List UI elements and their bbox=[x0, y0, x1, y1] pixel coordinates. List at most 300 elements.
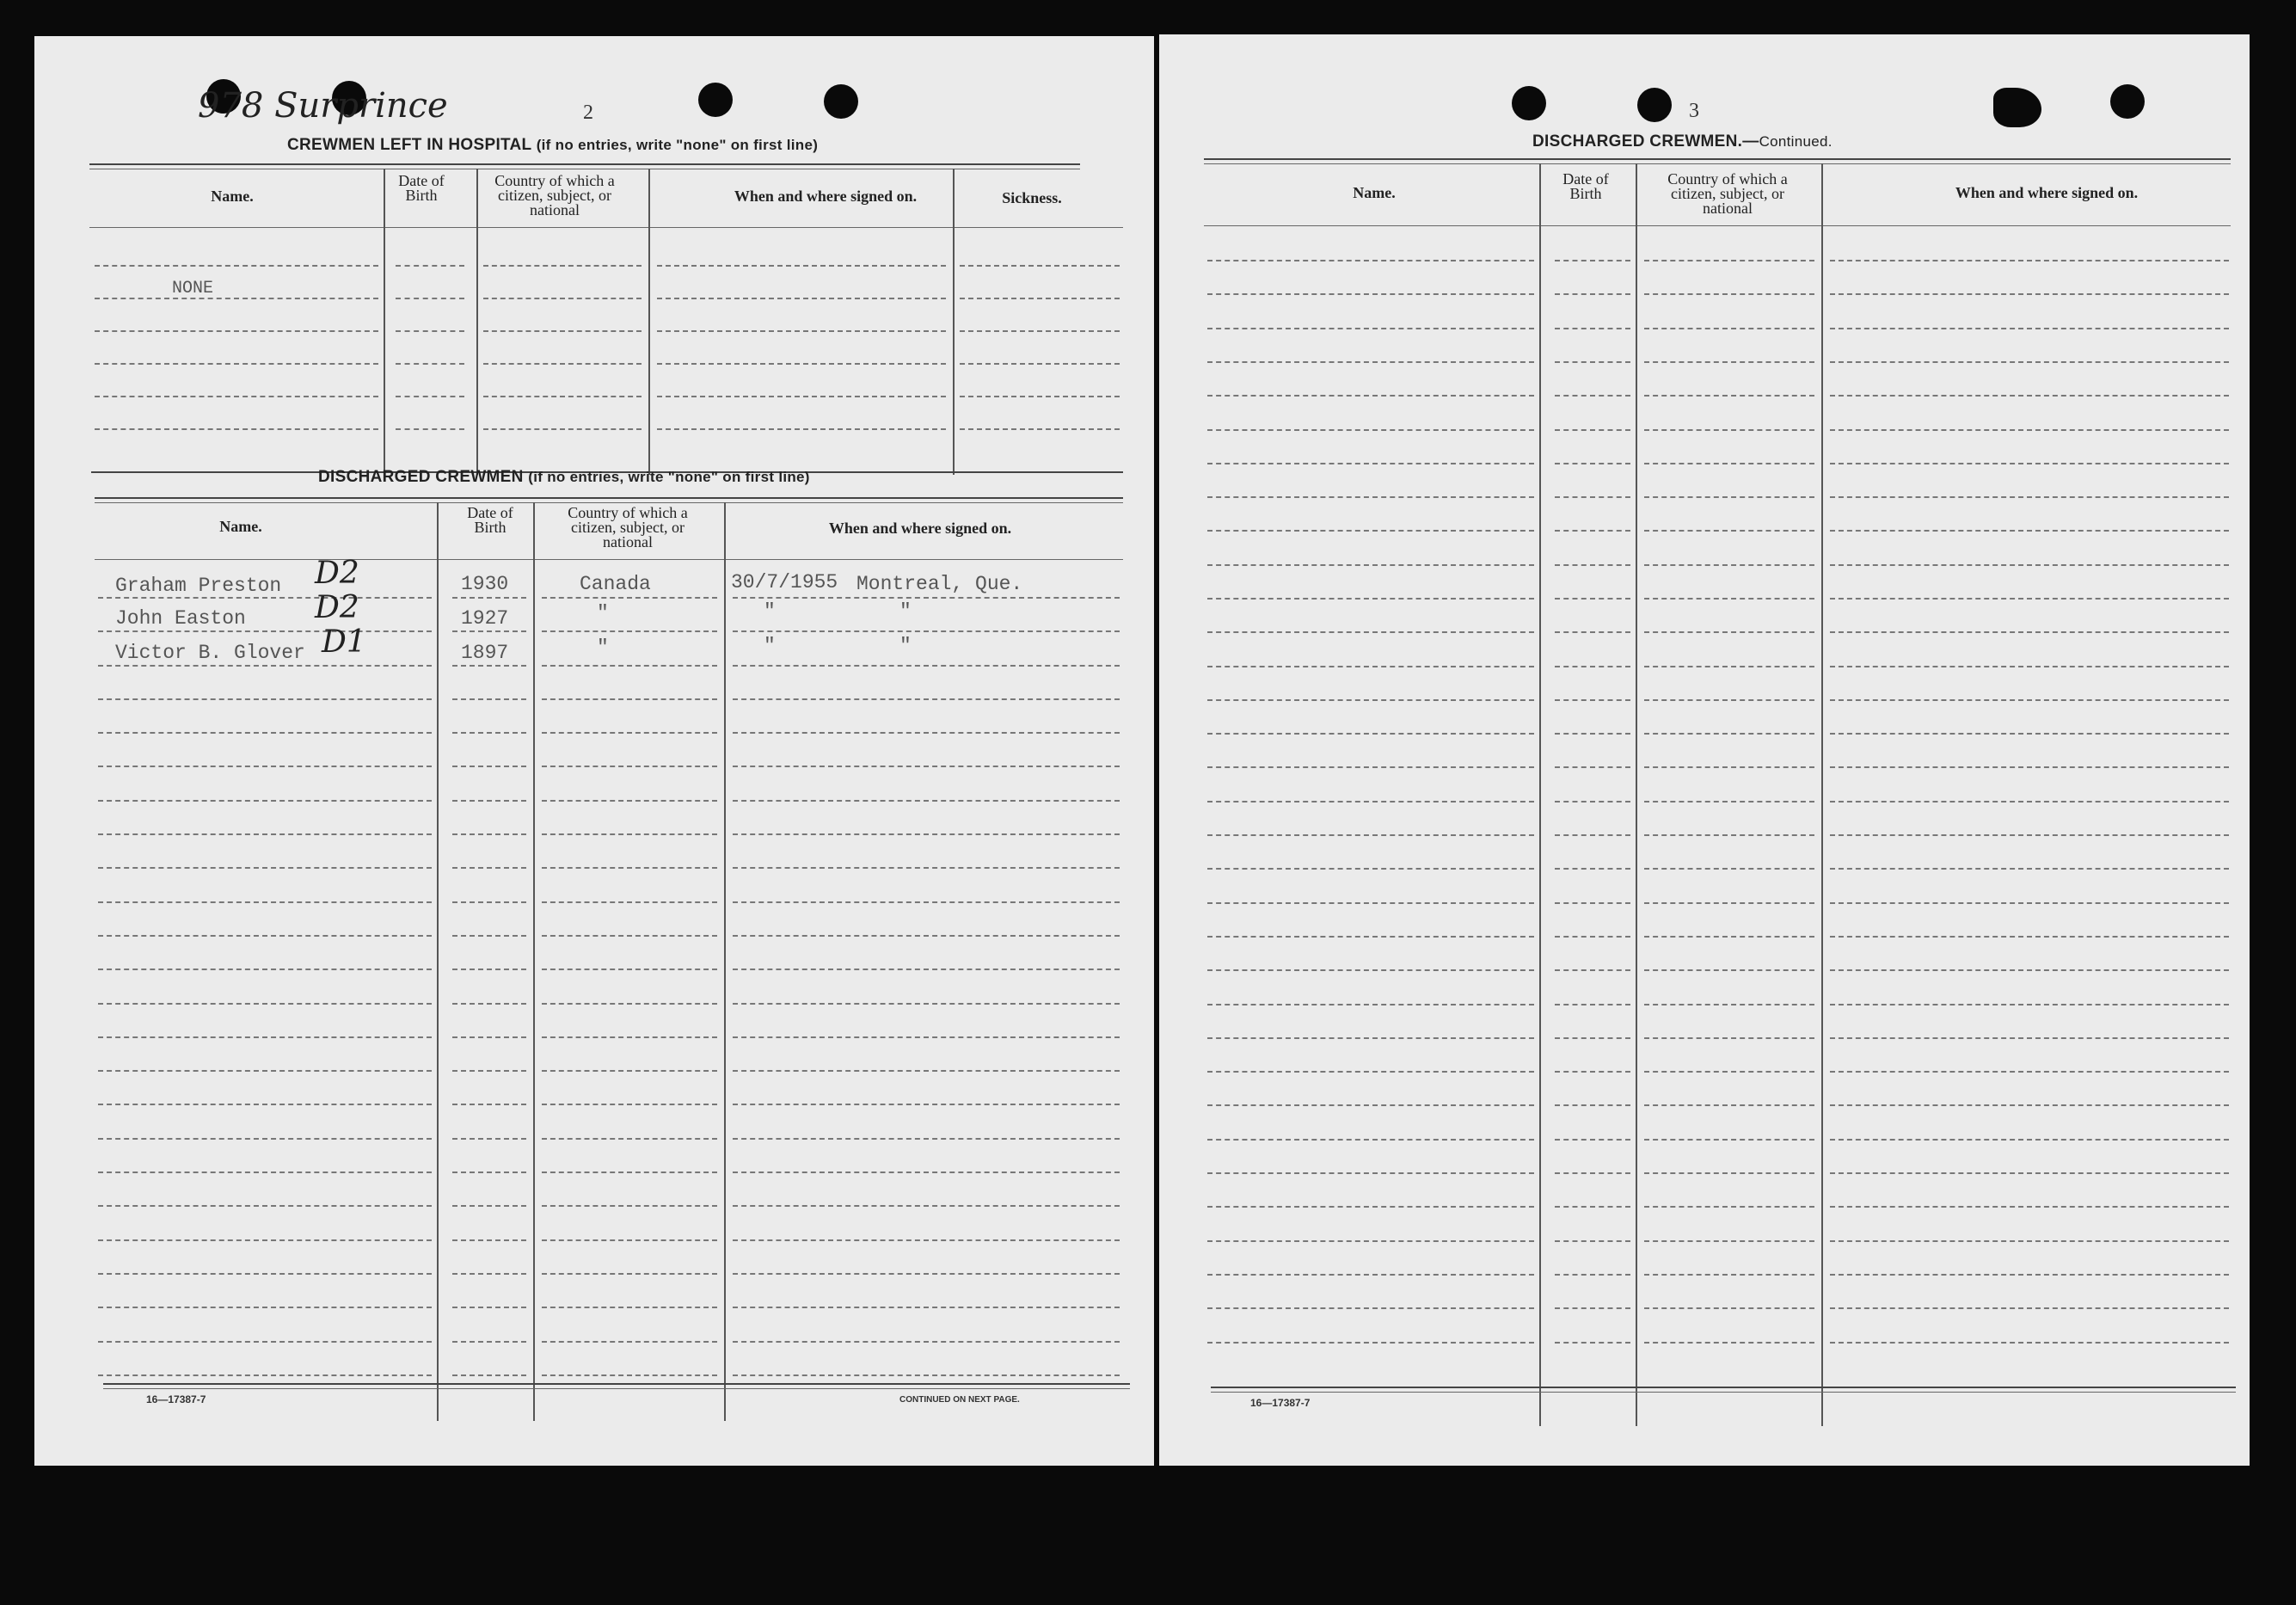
ruling-line bbox=[1207, 936, 1534, 938]
ruling-line bbox=[1830, 293, 2229, 295]
col-header-sickness: Sickness. bbox=[1002, 189, 1062, 206]
ruling-line bbox=[733, 901, 1120, 903]
ruling-line bbox=[1830, 1104, 2229, 1106]
ruling-line bbox=[733, 1273, 1120, 1275]
ruling-line bbox=[1555, 429, 1630, 431]
ruling-line bbox=[1555, 699, 1630, 701]
right-page bbox=[1159, 34, 2250, 1466]
ruling-line bbox=[98, 833, 432, 835]
ruling-line bbox=[1207, 361, 1534, 363]
ruling-line bbox=[960, 330, 1120, 332]
ruling-line bbox=[542, 1307, 717, 1308]
ruling-line bbox=[452, 597, 526, 599]
col-header-name: Name. bbox=[211, 188, 254, 205]
ruling-line bbox=[1207, 1274, 1534, 1276]
ruling-line bbox=[1644, 361, 1814, 363]
ruling-line bbox=[1207, 1307, 1534, 1309]
ruling-line bbox=[733, 1205, 1120, 1207]
ruling-line bbox=[733, 1171, 1120, 1173]
ruling-line bbox=[733, 935, 1120, 937]
ruling-line bbox=[98, 1239, 432, 1241]
ruling-line bbox=[733, 766, 1120, 767]
ruling-line bbox=[452, 1070, 526, 1072]
ruling-line bbox=[733, 1036, 1120, 1038]
ruling-line bbox=[1555, 260, 1630, 261]
ruling-line bbox=[1207, 1172, 1534, 1174]
ruling-line bbox=[452, 698, 526, 700]
ruling-line bbox=[1644, 463, 1814, 464]
left-page bbox=[34, 36, 1154, 1466]
ruling-line bbox=[483, 265, 642, 267]
ruling-line bbox=[1644, 801, 1814, 802]
ruling-line bbox=[733, 1070, 1120, 1072]
hospital-entry: NONE bbox=[172, 279, 214, 298]
ruling-line bbox=[1555, 328, 1630, 329]
ruling-line bbox=[542, 732, 717, 734]
ruling-line bbox=[98, 698, 432, 700]
ruling-line bbox=[1830, 598, 2229, 600]
ruling-line bbox=[452, 1239, 526, 1241]
ruling-line bbox=[1830, 1139, 2229, 1141]
col-header-country: Country of which a citizen, subject, or national bbox=[1667, 170, 1788, 217]
ruling-line bbox=[98, 732, 432, 734]
ruling-line bbox=[98, 935, 432, 937]
ruling-line bbox=[98, 969, 432, 970]
ruling-line bbox=[1555, 1071, 1630, 1073]
col-header-signed: When and where signed on. bbox=[1955, 184, 2139, 201]
ruling-line bbox=[95, 396, 378, 397]
ruling-line bbox=[542, 867, 717, 869]
col-header-country: Country of which a citizen, subject, or national bbox=[568, 504, 688, 550]
ruling-line bbox=[542, 800, 717, 802]
ruling-line bbox=[1207, 463, 1534, 464]
ruling-line bbox=[1555, 1342, 1630, 1344]
ruling-line bbox=[1830, 868, 2229, 870]
ruling-line bbox=[1207, 631, 1534, 633]
ruling-line bbox=[98, 597, 432, 599]
hospital-section-title: CREWMEN LEFT IN HOSPITAL (if no entries, write "none" on first line) bbox=[287, 136, 819, 154]
ruling-line bbox=[733, 1307, 1120, 1308]
rule bbox=[103, 1383, 1130, 1385]
rule bbox=[89, 163, 1080, 165]
ruling-line bbox=[1207, 328, 1534, 329]
rule bbox=[1211, 1387, 2236, 1388]
ruling-line bbox=[98, 1138, 432, 1140]
ruling-line bbox=[1207, 260, 1534, 261]
ruling-line bbox=[1830, 429, 2229, 431]
ruling-line bbox=[1644, 598, 1814, 600]
ruling-line bbox=[452, 901, 526, 903]
ruling-line bbox=[452, 1171, 526, 1173]
ruling-line bbox=[1207, 1139, 1534, 1141]
ruling-line bbox=[542, 833, 717, 835]
crew-dob: 1927 bbox=[461, 607, 509, 630]
ruling-line bbox=[98, 867, 432, 869]
ruling-line bbox=[1830, 801, 2229, 802]
ruling-line bbox=[452, 1036, 526, 1038]
ruling-line bbox=[1830, 1274, 2229, 1276]
crew-name: Victor B. Glover bbox=[115, 642, 305, 664]
col-divider bbox=[533, 502, 535, 1421]
crew-name: John Easton bbox=[115, 607, 246, 630]
ruling-line bbox=[1644, 631, 1814, 633]
ruling-line bbox=[98, 800, 432, 802]
ruling-line bbox=[733, 867, 1120, 869]
ruling-line bbox=[657, 396, 946, 397]
ruling-line bbox=[960, 298, 1120, 299]
ruling-line bbox=[1830, 463, 2229, 464]
rule bbox=[95, 497, 1123, 499]
col-divider bbox=[953, 169, 955, 475]
signed-date: " bbox=[764, 635, 776, 657]
ruling-line bbox=[657, 428, 946, 430]
ruling-line bbox=[1555, 902, 1630, 904]
ruling-line bbox=[1555, 1104, 1630, 1106]
ruling-line bbox=[452, 833, 526, 835]
ruling-line bbox=[396, 330, 464, 332]
form-number: 16—17387-7 bbox=[1250, 1397, 1311, 1409]
ruling-line bbox=[1207, 1342, 1534, 1344]
ruling-line bbox=[542, 1239, 717, 1241]
ruling-line bbox=[1207, 1240, 1534, 1242]
ruling-line bbox=[1830, 260, 2229, 261]
ruling-line bbox=[1207, 1206, 1534, 1208]
rule bbox=[1204, 163, 2231, 164]
ruling-line bbox=[1555, 666, 1630, 667]
ruling-line bbox=[396, 298, 464, 299]
ruling-line bbox=[1207, 293, 1534, 295]
col-divider bbox=[437, 502, 439, 1421]
ruling-line bbox=[1644, 1104, 1814, 1106]
ruling-line bbox=[452, 1307, 526, 1308]
col-header-dob: Date of Birth bbox=[398, 172, 445, 204]
ruling-line bbox=[1644, 496, 1814, 498]
ruling-line bbox=[98, 1341, 432, 1343]
ruling-line bbox=[1644, 429, 1814, 431]
form-number: 16—17387-7 bbox=[146, 1393, 206, 1405]
ruling-line bbox=[733, 1341, 1120, 1343]
signed-date: " bbox=[764, 600, 776, 623]
ruling-line bbox=[1207, 868, 1534, 870]
ruling-line bbox=[98, 1171, 432, 1173]
ruling-line bbox=[483, 330, 642, 332]
ruling-line bbox=[542, 901, 717, 903]
ruling-line bbox=[542, 1036, 717, 1038]
ruling-line bbox=[1644, 328, 1814, 329]
ruling-line bbox=[1555, 936, 1630, 938]
ruling-line bbox=[733, 698, 1120, 700]
continued-note: CONTINUED ON NEXT PAGE. bbox=[899, 1395, 1020, 1405]
crew-country: " bbox=[597, 636, 609, 659]
signed-date: 30/7/1955 bbox=[731, 571, 838, 593]
ruling-line bbox=[452, 969, 526, 970]
col-header-country: Country of which a citizen, subject, or national bbox=[494, 172, 615, 218]
ruling-line bbox=[542, 630, 717, 632]
rule bbox=[89, 227, 1123, 228]
ruling-line bbox=[452, 732, 526, 734]
ruling-line bbox=[542, 698, 717, 700]
ruling-line bbox=[1644, 293, 1814, 295]
col-divider bbox=[384, 169, 385, 475]
punch-hole bbox=[698, 83, 733, 117]
ruling-line bbox=[1207, 834, 1534, 836]
ruling-line bbox=[1207, 1104, 1534, 1106]
discharged-section-title: DISCHARGED CREWMEN (if no entries, write "none" on first line) bbox=[318, 468, 810, 486]
ruling-line bbox=[98, 630, 432, 632]
ruling-line bbox=[98, 1205, 432, 1207]
ruling-line bbox=[657, 265, 946, 267]
ruling-line bbox=[1555, 1037, 1630, 1039]
ruling-line bbox=[1644, 902, 1814, 904]
ruling-line bbox=[1830, 902, 2229, 904]
ruling-line bbox=[1644, 868, 1814, 870]
ruling-line bbox=[542, 665, 717, 667]
ruling-line bbox=[1207, 1037, 1534, 1039]
ruling-line bbox=[1644, 564, 1814, 566]
ruling-line bbox=[1830, 834, 2229, 836]
ruling-line bbox=[1830, 564, 2229, 566]
col-divider bbox=[724, 502, 726, 1421]
ruling-line bbox=[1644, 1004, 1814, 1005]
ruling-line bbox=[1830, 699, 2229, 701]
ruling-line bbox=[1644, 530, 1814, 532]
ruling-line bbox=[1830, 361, 2229, 363]
punch-hole bbox=[824, 84, 858, 119]
ruling-line bbox=[95, 330, 378, 332]
ruling-line bbox=[396, 428, 464, 430]
col-divider bbox=[1539, 163, 1541, 1426]
discharge-mark: D2 bbox=[315, 590, 359, 625]
col-header-dob: Date of Birth bbox=[1562, 170, 1609, 202]
ruling-line bbox=[1207, 564, 1534, 566]
ruling-line bbox=[1644, 666, 1814, 667]
ruling-line bbox=[1830, 1307, 2229, 1309]
ruling-line bbox=[1555, 1274, 1630, 1276]
ruling-line bbox=[1555, 733, 1630, 735]
ruling-line bbox=[1555, 293, 1630, 295]
handwritten-note: 978 Surprince bbox=[198, 86, 448, 126]
ruling-line bbox=[960, 396, 1120, 397]
ruling-line bbox=[452, 630, 526, 632]
ruling-line bbox=[733, 1374, 1120, 1376]
ruling-line bbox=[1830, 766, 2229, 768]
ruling-line bbox=[1830, 1004, 2229, 1005]
ruling-line bbox=[1555, 1307, 1630, 1309]
ruling-line bbox=[542, 1003, 717, 1005]
ruling-line bbox=[1555, 395, 1630, 397]
ruling-line bbox=[452, 935, 526, 937]
crew-country: " bbox=[597, 602, 609, 624]
ruling-line bbox=[1207, 598, 1534, 600]
ruling-line bbox=[98, 1003, 432, 1005]
ruling-line bbox=[733, 1138, 1120, 1140]
ruling-line bbox=[1207, 766, 1534, 768]
crew-country: Canada bbox=[580, 573, 651, 595]
ruling-line bbox=[1644, 766, 1814, 768]
ruling-line bbox=[1830, 631, 2229, 633]
ruling-line bbox=[1555, 631, 1630, 633]
ruling-line bbox=[1830, 530, 2229, 532]
ruling-line bbox=[1644, 1206, 1814, 1208]
ruling-line bbox=[95, 298, 378, 299]
ruling-line bbox=[1830, 496, 2229, 498]
ruling-line bbox=[1207, 429, 1534, 431]
ruling-line bbox=[483, 428, 642, 430]
ruling-line bbox=[452, 1205, 526, 1207]
ruling-line bbox=[657, 298, 946, 299]
ruling-line bbox=[1555, 1240, 1630, 1242]
ruling-line bbox=[1644, 969, 1814, 971]
ruling-line bbox=[542, 1104, 717, 1105]
ruling-line bbox=[452, 800, 526, 802]
ruling-line bbox=[1555, 463, 1630, 464]
rule bbox=[103, 1388, 1130, 1389]
ruling-line bbox=[98, 665, 432, 667]
ruling-line bbox=[1644, 260, 1814, 261]
ruling-line bbox=[483, 363, 642, 365]
ruling-line bbox=[98, 766, 432, 767]
crew-name: Graham Preston bbox=[115, 575, 282, 597]
rule bbox=[1211, 1392, 2236, 1393]
ruling-line bbox=[960, 428, 1120, 430]
ruling-line bbox=[542, 597, 717, 599]
punch-hole bbox=[1512, 86, 1546, 120]
punch-hole bbox=[1637, 88, 1672, 122]
col-divider bbox=[1636, 163, 1637, 1426]
discharge-mark: D2 bbox=[315, 556, 359, 591]
ruling-line bbox=[1555, 766, 1630, 768]
col-divider bbox=[648, 169, 650, 475]
ruling-line bbox=[542, 1070, 717, 1072]
ruling-line bbox=[1207, 666, 1534, 667]
ruling-line bbox=[733, 1239, 1120, 1241]
ruling-line bbox=[396, 396, 464, 397]
ruling-line bbox=[452, 1341, 526, 1343]
ruling-line bbox=[98, 1036, 432, 1038]
signed-place: " bbox=[899, 635, 912, 657]
ruling-line bbox=[1207, 699, 1534, 701]
ruling-line bbox=[657, 363, 946, 365]
ruling-line bbox=[542, 1138, 717, 1140]
ruling-line bbox=[1555, 1139, 1630, 1141]
ruling-line bbox=[1207, 733, 1534, 735]
ruling-line bbox=[1207, 1004, 1534, 1005]
ruling-line bbox=[1555, 834, 1630, 836]
ruling-line bbox=[733, 833, 1120, 835]
col-divider bbox=[476, 169, 478, 475]
ruling-line bbox=[733, 969, 1120, 970]
ruling-line bbox=[1830, 1240, 2229, 1242]
ruling-line bbox=[733, 597, 1120, 599]
ruling-line bbox=[452, 1003, 526, 1005]
ruling-line bbox=[1644, 1307, 1814, 1309]
col-header-dob: Date of Birth bbox=[467, 504, 513, 536]
ruling-line bbox=[1555, 361, 1630, 363]
page-number: 3 bbox=[1689, 100, 1699, 122]
ruling-line bbox=[452, 1273, 526, 1275]
ruling-line bbox=[1555, 1004, 1630, 1005]
ruling-line bbox=[1555, 598, 1630, 600]
rule bbox=[1204, 158, 2231, 160]
ruling-line bbox=[1207, 530, 1534, 532]
col-divider bbox=[1821, 163, 1823, 1426]
ruling-line bbox=[452, 766, 526, 767]
ruling-line bbox=[542, 1171, 717, 1173]
ruling-line bbox=[1207, 801, 1534, 802]
rule bbox=[95, 559, 1123, 560]
ruling-line bbox=[733, 630, 1120, 632]
ruling-line bbox=[98, 901, 432, 903]
ruling-line bbox=[960, 363, 1120, 365]
ruling-line bbox=[1555, 801, 1630, 802]
ruling-line bbox=[1830, 328, 2229, 329]
ruling-line bbox=[95, 428, 378, 430]
ruling-line bbox=[733, 1104, 1120, 1105]
ruling-line bbox=[1644, 834, 1814, 836]
ruling-line bbox=[1207, 902, 1534, 904]
ruling-line bbox=[1830, 1071, 2229, 1073]
signed-place: Montreal, Que. bbox=[856, 573, 1023, 595]
col-header-name: Name. bbox=[1353, 184, 1396, 201]
col-header-name: Name. bbox=[219, 518, 262, 535]
ruling-line bbox=[483, 396, 642, 397]
ruling-line bbox=[1830, 1342, 2229, 1344]
ruling-line bbox=[396, 265, 464, 267]
ruling-line bbox=[1207, 1071, 1534, 1073]
signed-place: " bbox=[899, 600, 912, 623]
ruling-line bbox=[1207, 395, 1534, 397]
ruling-line bbox=[452, 1138, 526, 1140]
ruling-line bbox=[733, 665, 1120, 667]
ruling-line bbox=[1644, 1071, 1814, 1073]
punch-hole bbox=[2110, 84, 2145, 119]
ruling-line bbox=[1644, 1274, 1814, 1276]
ruling-line bbox=[1555, 496, 1630, 498]
ruling-line bbox=[542, 969, 717, 970]
ruling-line bbox=[98, 1273, 432, 1275]
ruling-line bbox=[1644, 733, 1814, 735]
ruling-line bbox=[1555, 530, 1630, 532]
ruling-line bbox=[1555, 969, 1630, 971]
ruling-line bbox=[1644, 1240, 1814, 1242]
discharge-mark: D1 bbox=[322, 624, 366, 660]
ruling-line bbox=[1555, 1206, 1630, 1208]
ruling-line bbox=[542, 1374, 717, 1376]
ruling-line bbox=[1830, 733, 2229, 735]
crew-dob: 1930 bbox=[461, 573, 509, 595]
ruling-line bbox=[1830, 1172, 2229, 1174]
ruling-line bbox=[483, 298, 642, 299]
ruling-line bbox=[542, 935, 717, 937]
col-header-signed: When and where signed on. bbox=[734, 188, 918, 205]
punch-hole bbox=[1993, 88, 2041, 127]
crew-dob: 1897 bbox=[461, 642, 509, 664]
discharged-continued-title: DISCHARGED CREWMEN.—Continued. bbox=[1532, 132, 1833, 151]
ruling-line bbox=[98, 1070, 432, 1072]
ruling-line bbox=[542, 1341, 717, 1343]
rule bbox=[1204, 225, 2231, 226]
ruling-line bbox=[542, 766, 717, 767]
ruling-line bbox=[657, 330, 946, 332]
ruling-line bbox=[95, 363, 378, 365]
ruling-line bbox=[98, 1374, 432, 1376]
ruling-line bbox=[1644, 936, 1814, 938]
ruling-line bbox=[452, 1374, 526, 1376]
page-number: 2 bbox=[583, 101, 593, 124]
ruling-line bbox=[1644, 1037, 1814, 1039]
ruling-line bbox=[960, 265, 1120, 267]
ruling-line bbox=[1644, 1342, 1814, 1344]
